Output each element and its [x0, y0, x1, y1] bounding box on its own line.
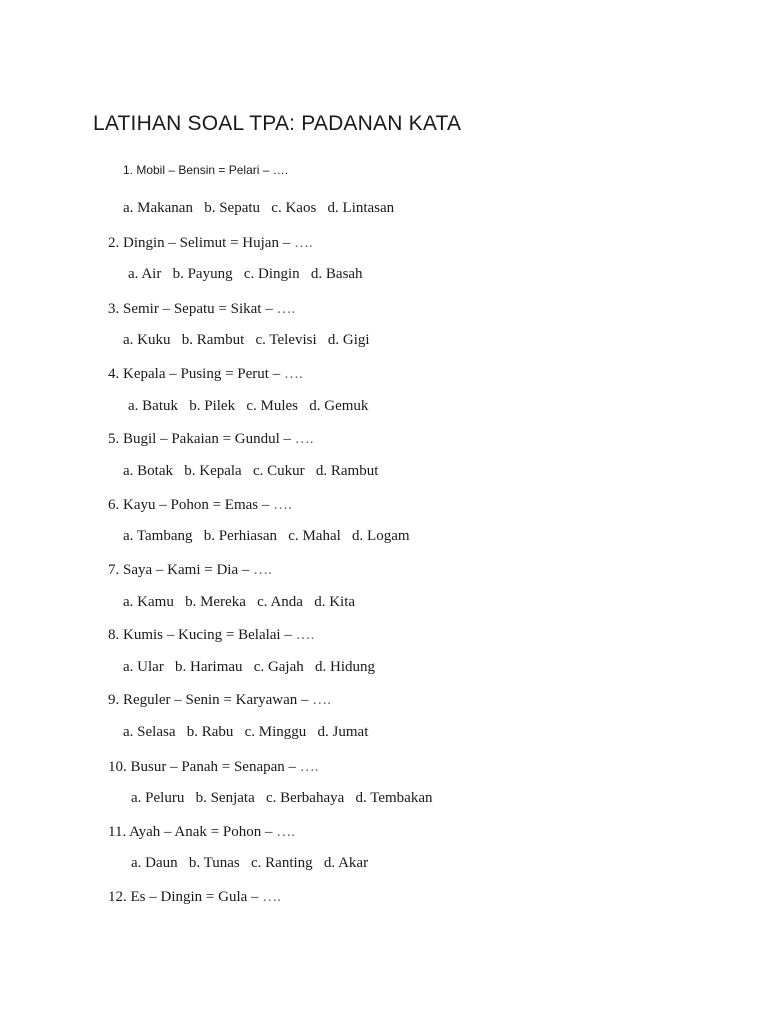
question-text: 4. Kepala – Pusing = Perut – — [108, 366, 284, 382]
question-text: 9. Reguler – Senin = Karyawan – — [108, 692, 313, 708]
question-7 — [108, 562, 272, 579]
answer-options-10: a. Peluru b. Senjata c. Berbahaya d. Tembakan — [131, 790, 433, 806]
question-2 — [108, 235, 313, 252]
question-9 — [108, 692, 331, 709]
answer-options-3: a. Kuku b. Rambut c. Televisi d. Gigi — [123, 332, 370, 348]
question-5 — [108, 431, 314, 448]
question-ellipsis: …. — [293, 235, 313, 251]
answer-options-5: a. Botak b. Kepala c. Cukur d. Rambut — [123, 463, 379, 479]
answer-options-4: a. Batuk b. Pilek c. Mules d. Gemuk — [128, 398, 369, 414]
answer-options-1: a. Makanan b. Sepatu c. Kaos d. Lintasan — [123, 200, 395, 216]
question-1 — [123, 163, 288, 177]
question-3 — [108, 301, 295, 318]
question-ellipsis: …. — [312, 692, 331, 708]
question-text: 3. Semir – Sepatu = Sikat – — [108, 301, 277, 317]
question-ellipsis: …. — [273, 497, 292, 513]
question-ellipsis: …. — [253, 562, 272, 578]
question-ellipsis: …. — [272, 163, 289, 177]
question-ellipsis: …. — [276, 301, 296, 317]
answer-options-2: a. Air b. Payung c. Dingin d. Basah — [128, 266, 363, 282]
answer-options-8: a. Ular b. Harimau c. Gajah d. Hidung — [123, 659, 376, 675]
answer-options-6: a. Tambang b. Perhiasan c. Mahal d. Logam — [123, 528, 410, 544]
question-10 — [108, 759, 319, 776]
question-text: 8. Kumis – Kucing = Belalai – — [108, 627, 296, 643]
question-ellipsis: …. — [299, 759, 319, 775]
question-ellipsis: …. — [276, 824, 295, 840]
question-4 — [108, 366, 303, 383]
page-title: LATIHAN SOAL TPA: PADANAN KATA — [93, 112, 462, 135]
question-text: 7. Saya – Kami = Dia – — [108, 562, 254, 578]
question-12 — [108, 889, 281, 906]
question-ellipsis: …. — [262, 889, 282, 905]
question-text: 5. Bugil – Pakaian = Gundul – — [108, 431, 295, 447]
answer-options-9: a. Selasa b. Rabu c. Minggu d. Jumat — [123, 724, 369, 740]
question-text: 2. Dingin – Selimut = Hujan – — [108, 235, 294, 251]
question-ellipsis: …. — [295, 627, 315, 643]
question-ellipsis: …. — [294, 431, 314, 447]
question-8 — [108, 627, 314, 644]
answer-options-7: a. Kamu b. Mereka c. Anda d. Kita — [123, 594, 356, 610]
question-11 — [108, 824, 295, 841]
question-text: 11. Ayah – Anak = Pohon – — [108, 824, 277, 840]
question-ellipsis: …. — [283, 366, 303, 382]
question-text: 12. Es – Dingin = Gula – — [108, 889, 263, 905]
question-text: 1. Mobil – Bensin = Pelari – — [123, 163, 273, 177]
question-6 — [108, 497, 292, 514]
question-text: 6. Kayu – Pohon = Emas – — [108, 497, 274, 513]
question-text: 10. Busur – Panah = Senapan – — [108, 759, 300, 775]
answer-options-11: a. Daun b. Tunas c. Ranting d. Akar — [131, 855, 369, 871]
